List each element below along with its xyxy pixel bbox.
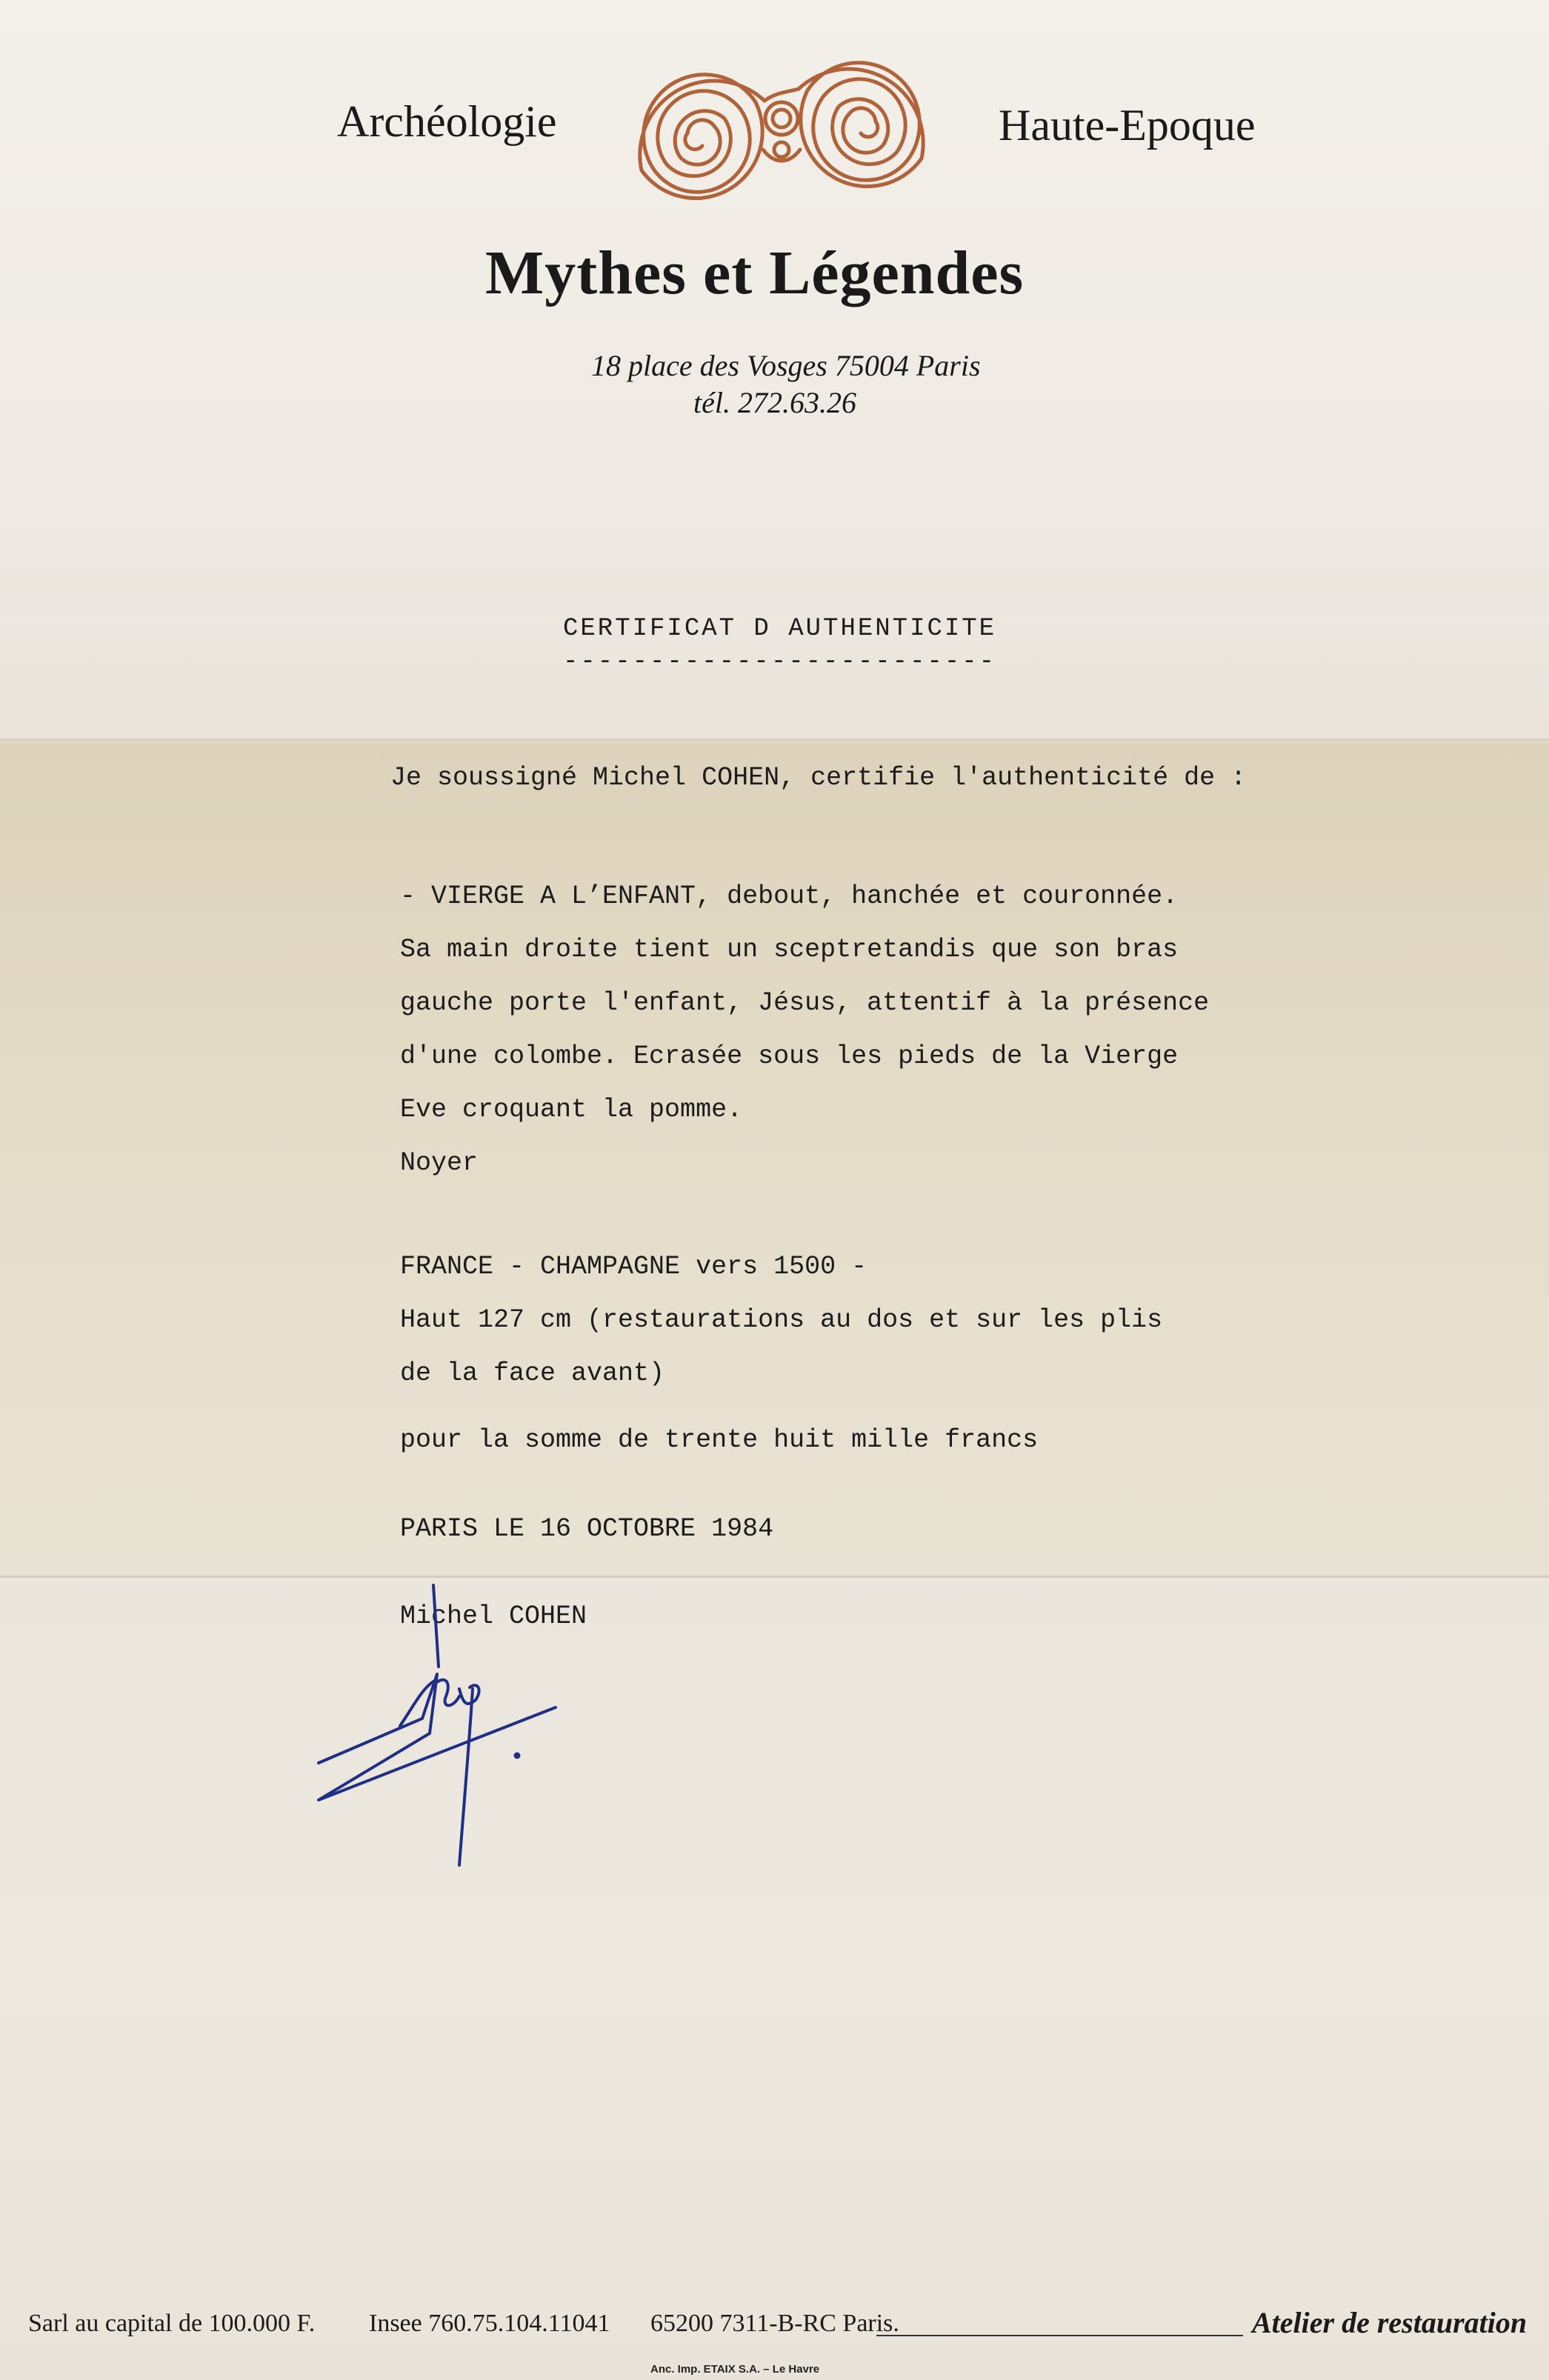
company-name: Mythes et Légendes: [485, 239, 1025, 307]
letterhead-right-label: Haute-Epoque: [999, 101, 1256, 150]
origin-line: FRANCE - CHAMPAGNE vers 1500 -: [400, 1252, 867, 1281]
description-line: Sa main droite tient un sceptretandis que son bras: [400, 935, 1179, 964]
certificate-intro: Je soussigné Michel COHEN, certifie l'authenticité de :: [390, 763, 1247, 793]
description-material: Noyer: [400, 1148, 479, 1178]
double-spiral-logo-icon: [593, 39, 970, 213]
description-line: - VIERGE A L’ENFANT, debout, hanchée et couronnée.: [400, 881, 1179, 911]
footer-atelier: Atelier de restauration: [1252, 2306, 1528, 2339]
signatory-name: Michel COHEN: [400, 1601, 587, 1631]
printer-imprint: Anc. Imp. ETAIX S.A. – Le Havre: [650, 2363, 820, 2376]
letterhead-left-label: Archéologie: [337, 97, 557, 146]
footer-insee: Insee 760.75.104.11041: [369, 2310, 610, 2337]
dimensions-line: Haut 127 cm (restaurations au dos et sur les plis: [400, 1305, 1163, 1335]
company-phone: tél. 272.63.26: [693, 386, 856, 419]
certificate-title-rule: -------------------------: [563, 648, 997, 676]
letter-lower-panel: [0, 1578, 1549, 2380]
paper-fold-lower: [0, 1576, 1549, 1580]
handwritten-signature-icon: [311, 1578, 563, 1874]
certificate-title: CERTIFICAT D AUTHENTICITE: [563, 615, 997, 643]
footer-rc: 65200 7311-B-RC Paris.: [650, 2310, 899, 2337]
date-place-line: PARIS LE 16 OCTOBRE 1984: [400, 1514, 774, 1544]
dimensions-continued: de la face avant): [400, 1359, 665, 1388]
description-line: d'une colombe. Ecrasée sous les pieds de la Vierge: [400, 1041, 1179, 1071]
paper-fold-upper: [0, 739, 1549, 743]
description-line: gauche porte l'enfant, Jésus, attentif à la présence: [400, 988, 1210, 1018]
price-line: pour la somme de trente huit mille francs: [400, 1425, 1039, 1455]
description-line: Eve croquant la pomme.: [400, 1095, 743, 1124]
company-address: 18 place des Vosges 75004 Paris: [591, 349, 981, 382]
footer-capital: Sarl au capital de 100.000 F.: [28, 2310, 316, 2337]
footer-rule: [876, 2335, 1243, 2336]
